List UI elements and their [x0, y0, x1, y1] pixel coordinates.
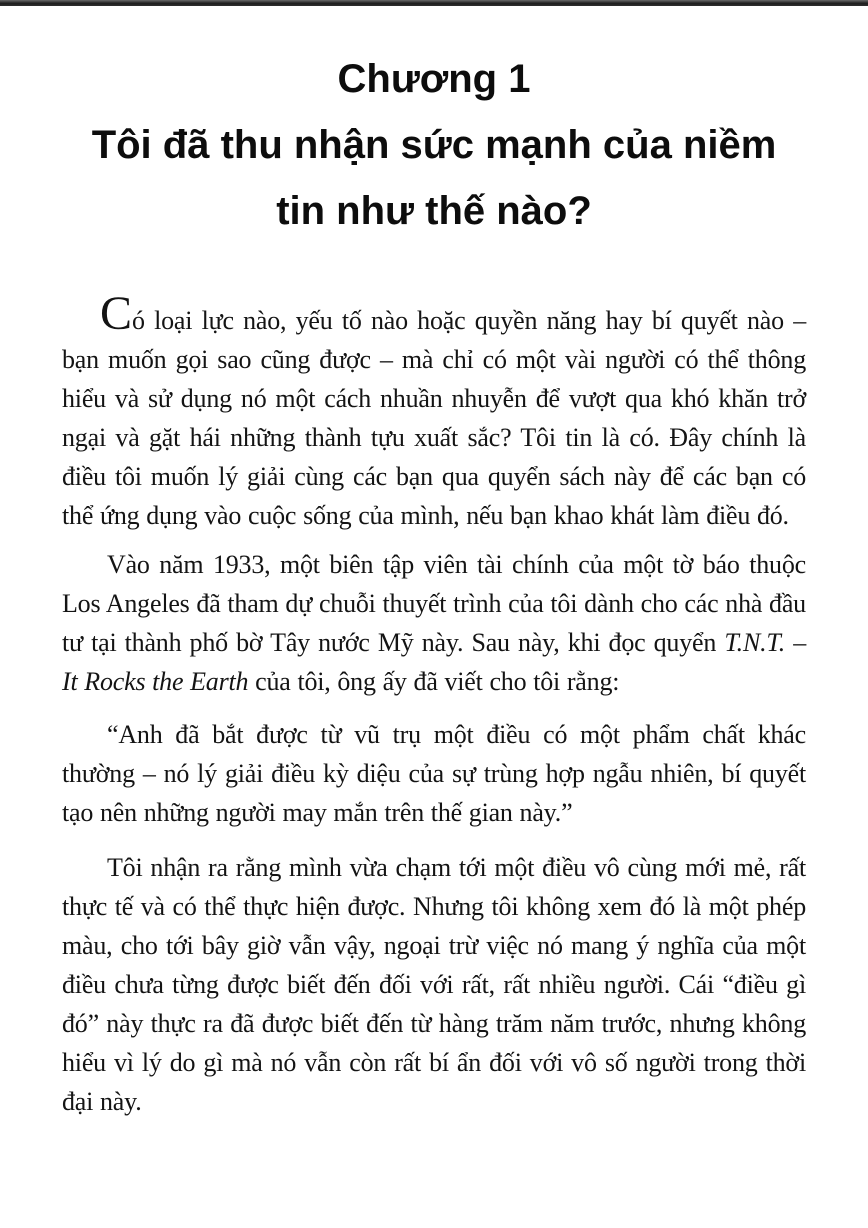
chapter-title [62, 112, 806, 244]
paragraph-4: Tôi nhận ra rằng mình vừa chạm tới một điều vô cùng mới mẻ, rất thực tế và có thể thực hiện được. Nhưng tôi không xem đó là một phép màu, cho tới bây giờ vẫn vậy, ngoại trừ việc nó mang ý nghĩa của một điều chưa từng được biết đến đối với rất, rất nhiều người. Cái “điều gì đó” này thực ra đã được biết đến từ hàng trăm năm trước, nhưng không hiểu vì lý do gì mà nó vẫn còn rất bí ẩn đối với vô số người trong thời đại này. [62, 853, 806, 1116]
scan-edge-bar [0, 0, 868, 6]
page-content [0, 46, 868, 1121]
body-text [62, 287, 806, 1121]
chapter-number: Chương 1 [337, 57, 531, 101]
chapter-title-line-2: tin như thế nào? [276, 189, 592, 233]
paragraph-2 [62, 545, 806, 701]
referenced-book-title: T.N.T. – It Rocks the Earth [62, 628, 806, 696]
chapter-header [62, 46, 806, 244]
quote-paragraph: “Anh đã bắt được từ vũ trụ một điều có một phẩm chất khác thường – nó lý giải điều kỳ diệu của sự trùng hợp ngẫu nhiên, bí quyết tạo nên những người may mắn trên thế gian này.” [62, 720, 806, 827]
paragraph-1 [62, 287, 806, 535]
dropcap-initial: C [100, 287, 133, 340]
paragraph-1-text: ó loại lực nào, yếu tố nào hoặc quyền năng hay bí quyết nào – bạn muốn gọi sao cũng được – mà chỉ có một vài người có thể thông hiểu và sử dụng nó một cách nhuần nhuyễn để vượt qua khó khăn trở ngại và gặt hái những thành tựu xuất sắc? Tôi tin là có. Đây chính là điều tôi muốn lý giải cùng các bạn qua quyển sách này để các bạn có thể ứng dụng vào cuộc sống của mình, nếu bạn khao khát làm điều đó. [62, 306, 806, 530]
chapter-title-line-1: Tôi đã thu nhận sức mạnh của niềm [91, 123, 777, 167]
paragraph-2-text-pre: Vào năm 1933, một biên tập viên tài chính của một tờ báo thuộc Los Angeles đã tham dự chuỗi thuyết trình của tôi dành cho các nhà đầu tư tại thành phố bờ Tây nước Mỹ này. Sau này, khi đọc quyển [62, 550, 806, 657]
paragraph-2-text-post: của tôi, ông ấy đã viết cho tôi rằng: [248, 667, 620, 696]
